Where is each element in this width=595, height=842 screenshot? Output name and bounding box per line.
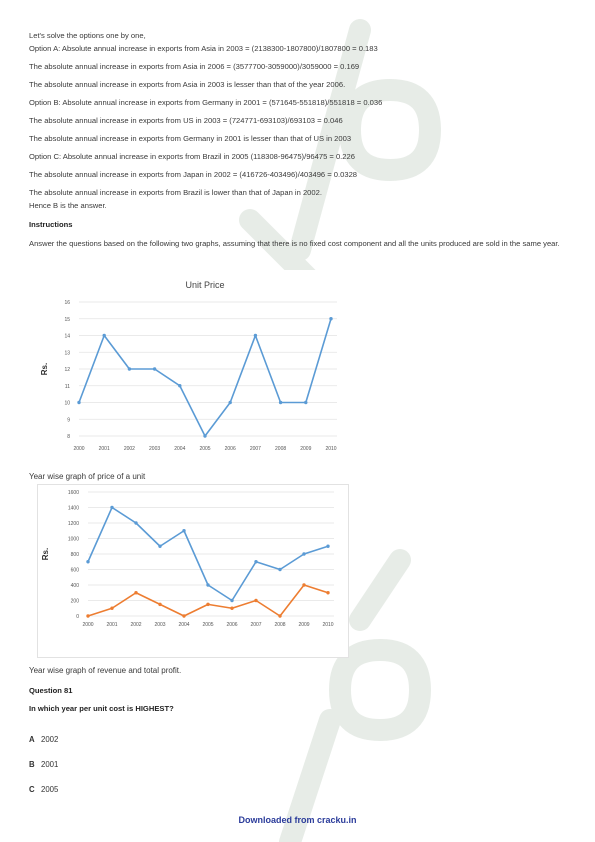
option-letter: C	[29, 785, 35, 794]
data-point	[182, 614, 185, 617]
x-tick-label: 2000	[82, 622, 94, 628]
data-point	[254, 334, 257, 337]
y-tick-label: 1000	[67, 536, 79, 543]
revenue-profit-chart-svg	[38, 485, 348, 657]
x-tick-label: 2009	[298, 622, 310, 628]
x-tick-label: 2003	[149, 446, 161, 452]
option-letter: A	[29, 735, 35, 744]
x-tick-label: 2003	[154, 622, 166, 628]
option-a[interactable]	[29, 735, 58, 744]
data-point	[182, 529, 185, 532]
question-text: In which year per unit cost is HIGHEST?	[29, 704, 174, 713]
data-point	[134, 591, 137, 594]
chart-title: Unit Price	[185, 280, 225, 290]
y-tick-label: 400	[70, 583, 79, 589]
x-tick-label: 2002	[130, 622, 142, 628]
x-tick-label: 2005	[202, 622, 214, 628]
option-b[interactable]	[29, 760, 58, 769]
series-line	[79, 319, 331, 436]
x-tick-label: 2002	[123, 446, 135, 452]
data-point	[229, 401, 232, 404]
data-point	[158, 545, 161, 548]
y-tick-label: 0	[76, 614, 79, 620]
option-c[interactable]	[29, 785, 58, 794]
data-point	[86, 614, 89, 617]
solution-line: Option C: Absolute annual increase in exports from Brazil in 2005 (118308-96475)/96475 = 0.226	[29, 152, 355, 161]
x-tick-label: 2004	[174, 446, 186, 452]
data-point	[254, 560, 257, 563]
option-text: 2002	[41, 735, 59, 744]
data-point	[230, 599, 233, 602]
x-tick-label: 2007	[250, 622, 262, 628]
solution-line: The absolute annual increase in exports from US in 2003 = (724771-693103)/693103 = 0.046	[29, 116, 343, 125]
y-tick-label: 15	[64, 316, 70, 323]
data-point	[158, 603, 161, 606]
data-point	[302, 552, 305, 555]
y-tick-label: 1600	[67, 490, 79, 496]
unit-price-chart	[37, 270, 349, 458]
data-point	[278, 614, 281, 617]
data-point	[326, 591, 329, 594]
data-point	[206, 603, 209, 606]
x-tick-label: 2005	[199, 446, 211, 452]
y-tick-label: 16	[64, 300, 70, 306]
data-point	[110, 607, 113, 610]
instructions-heading: Instructions	[29, 220, 73, 229]
data-point	[304, 401, 307, 404]
y-axis-label: Rs.	[41, 547, 50, 561]
y-tick-label: 10	[64, 400, 70, 407]
question-heading: Question 81	[29, 686, 73, 695]
data-point	[203, 434, 206, 437]
data-point	[153, 367, 156, 370]
data-point	[279, 401, 282, 404]
y-tick-label: 9	[67, 417, 70, 424]
y-tick-label: 800	[70, 552, 79, 558]
y-tick-label: 1200	[67, 521, 79, 527]
x-tick-label: 2010	[325, 446, 337, 452]
x-tick-label: 2006	[226, 622, 238, 628]
data-point	[254, 599, 257, 602]
data-point	[103, 334, 106, 337]
x-tick-label: 2009	[300, 446, 312, 452]
data-point	[230, 607, 233, 610]
unit-price-chart-svg	[37, 270, 349, 458]
y-tick-label: 1400	[67, 505, 79, 512]
chart2-caption: Year wise graph of revenue and total profit.	[29, 666, 182, 675]
data-point	[86, 560, 89, 563]
option-text: 2001	[41, 760, 59, 769]
y-tick-label: 13	[64, 350, 70, 357]
x-tick-label: 2008	[275, 446, 287, 452]
solution-line: The absolute annual increase in exports from Germany in 2001 is lesser than that of US in 2003	[29, 134, 352, 143]
x-tick-label: 2001	[98, 446, 110, 452]
data-point	[110, 506, 113, 509]
y-tick-label: 200	[70, 598, 79, 605]
data-point	[206, 583, 209, 586]
data-point	[134, 521, 137, 524]
footer-link[interactable]: Downloaded from cracku.in	[238, 815, 357, 825]
solution-line: Let's solve the options one by one,	[29, 31, 146, 40]
solution-line: Hence B is the answer.	[29, 201, 107, 210]
x-tick-label: 2008	[274, 622, 286, 628]
solution-line: The absolute annual increase in exports from Brazil is lower than that of Japan in 2002.	[29, 188, 322, 197]
data-point	[302, 583, 305, 586]
y-tick-label: 11	[64, 383, 70, 390]
y-tick-label: 12	[64, 367, 70, 373]
x-tick-label: 2000	[73, 446, 85, 452]
chart1-caption: Year wise graph of price of a unit	[29, 472, 146, 481]
solution-line: The absolute annual increase in exports from Japan in 2002 = (416726-403496)/403496 = 0.0328	[29, 170, 358, 179]
data-point	[128, 367, 131, 370]
data-point	[278, 568, 281, 571]
solution-line: The absolute annual increase in exports from Asia in 2006 = (3577700-3059000)/3059000 = 0.169	[29, 62, 360, 71]
solution-line: Option B: Absolute annual increase in exports from Germany in 2001 = (571645-551818)/551818 = 0.036	[29, 98, 383, 107]
revenue-profit-chart	[37, 484, 349, 658]
option-letter: B	[29, 760, 35, 769]
y-tick-label: 600	[70, 567, 79, 574]
instructions-text: Answer the questions based on the following two graphs, assuming that there is no fixed cost component and all the units produced are sold in the same year.	[29, 239, 560, 248]
data-point	[77, 401, 80, 404]
x-tick-label: 2001	[106, 622, 118, 628]
data-point	[329, 317, 332, 320]
solution-line: The absolute annual increase in exports from Asia in 2003 is lesser than that of the year 2006.	[29, 80, 346, 89]
solution-line: Option A: Absolute annual increase in exports from Asia in 2003 = (2138300-1807800)/1807800 = 0.183	[29, 44, 378, 53]
data-point	[178, 384, 181, 387]
x-tick-label: 2010	[322, 622, 334, 628]
data-point	[326, 545, 329, 548]
y-tick-label: 8	[67, 434, 70, 440]
y-axis-label: Rs.	[40, 362, 49, 376]
y-tick-label: 14	[64, 333, 70, 340]
x-tick-label: 2007	[249, 446, 261, 452]
x-tick-label: 2004	[178, 622, 190, 628]
x-tick-label: 2006	[224, 446, 236, 452]
option-text: 2005	[41, 785, 59, 794]
